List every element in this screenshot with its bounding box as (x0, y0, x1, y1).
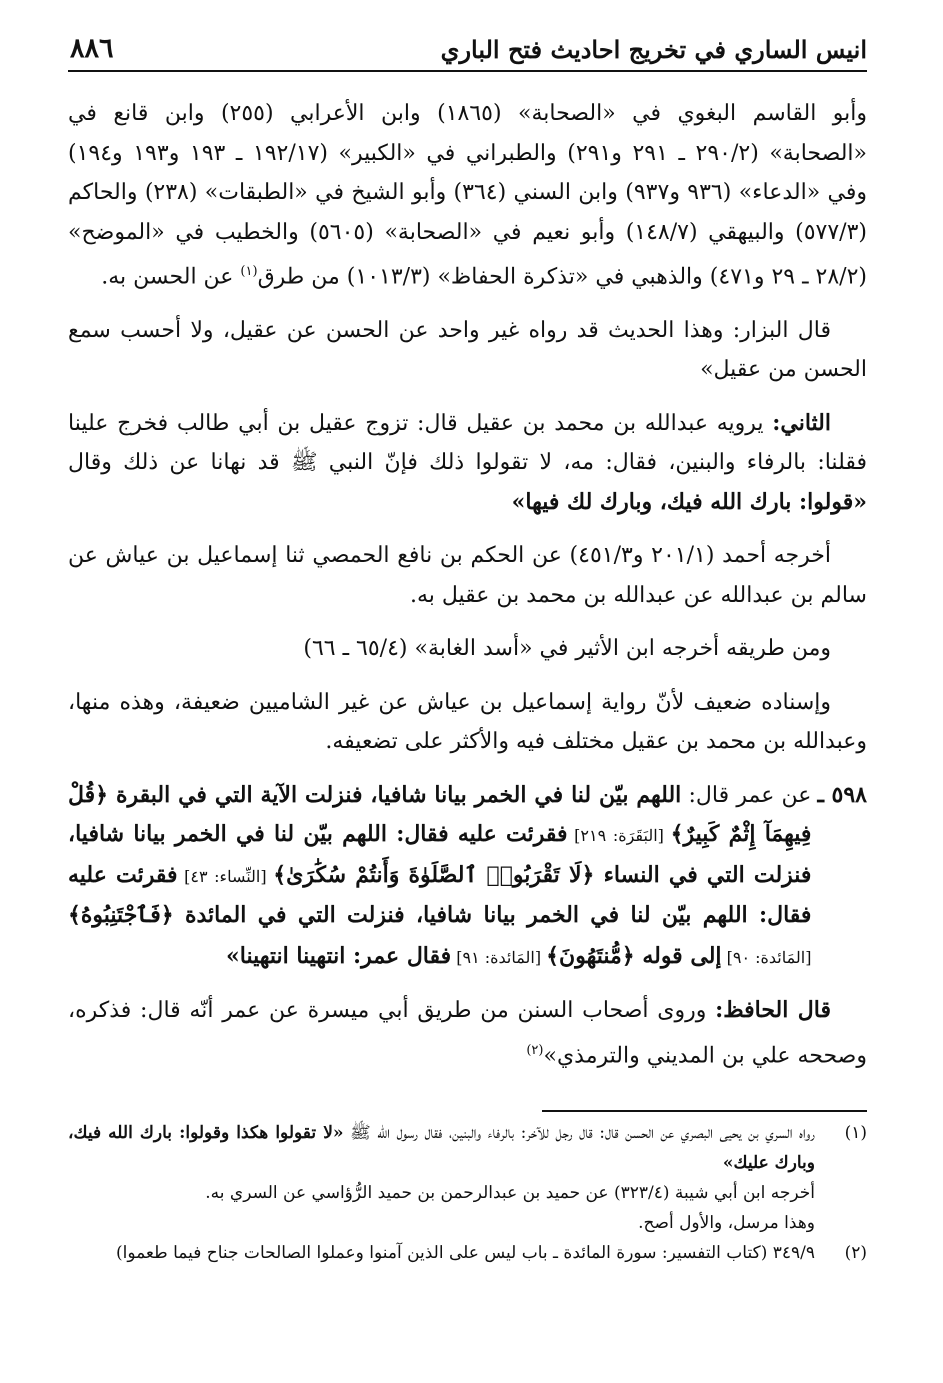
footnote-ref-1[interactable]: (١) (240, 264, 258, 279)
quran-ref-1: [البَقَرَة: ٢١٩] (567, 826, 671, 846)
footnote-1 (68, 1118, 867, 1178)
footnote-ref-2[interactable]: (٢) (526, 1042, 544, 1058)
section-label: قال الحافظ: (715, 997, 831, 1024)
footnote-2 (68, 1238, 867, 1268)
hadith-bold-3: فقرئت عليه فقال: اللهم بيّن لنا في الخمر بيانا شافيا، فنزلت التي في المائدة ﴿فَٱجْتَنِبُوهُ﴾ (68, 861, 812, 929)
section-label: الثاني: (772, 409, 831, 436)
hadith-text (68, 776, 811, 978)
footnote-1-line-3: وهذا مرسل، والأول أصح. (638, 1212, 815, 1233)
footnote-text (68, 1118, 815, 1178)
hadith-number: ٥٩٨ ـ (817, 781, 867, 808)
paragraph-hafiz (68, 991, 867, 1075)
footnotes (68, 1118, 867, 1268)
footnote-divider (542, 1110, 867, 1112)
page-number: ٨٨٦ (70, 33, 114, 64)
paragraph-text: يرويه عبدالله بن محمد بن عقيل قال: تزوج عقيل بن أبي طالب فخرج علينا فقلنا: بالرفاء والبنين، فقال: مه، لا تقولوا ذلك فإنّ النبي ﷺ قد نهانا عن ذلك وقال (68, 410, 867, 476)
hadith-bold-2: فقرئت عليه فقال: اللهم بيّن لنا في الخمر بيانا شافيا، فنزلت التي في النساء ﴿لَا تَقْرَبُوا۟ ٱلصَّلَوٰةَ وَأَنتُمْ سُكَٰرَىٰ﴾ (68, 821, 812, 888)
hadith-quote: «قولوا: بارك الله فيك، وبارك لك فيها» (511, 488, 867, 515)
paragraph-second-route (68, 404, 867, 523)
footnote-number: (١) (844, 1122, 867, 1143)
paragraph-ahmad: أخرجه أحمد (٢٠١/١ و٤٥١/٣) عن الحكم بن نافع الحمصي ثنا إسماعيل بن عياش عن سالم بن عبدالله عن عبدالله بن محمد بن عقيل به. (68, 543, 867, 608)
paragraph-isnad: وإسناده ضعيف لأنّ رواية إسماعيل بن عياش عن غير الشاميين ضعيفة، وهذه منها، وعبدالله بن محمد بن عقيل مختلف فيه والأكثر على تضعيفه. (68, 689, 867, 755)
page-header (68, 30, 867, 72)
quran-ref-3: [المَائدة: ٩٠] (721, 947, 812, 967)
hadith-bold-4: إلى قوله ﴿مُّنتَهُونَ﴾ (546, 942, 722, 969)
paragraph-bazzar: قال البزار: وهذا الحديث قد رواه غير واحد عن الحسن عن عقيل، ولا أحسب سمع الحسن من عقيل» (68, 317, 867, 383)
paragraph-takhrij (68, 94, 867, 297)
hadith-intro: عن عمر قال: (681, 782, 812, 808)
quran-ref-4: [المَائدة: ٩١] (451, 947, 547, 967)
hadith-bold-1: اللهم بيّن لنا في الخمر بيانا شافيا، فنزلت الآية التي في البقرة ﴿قُلْ فِيهِمَآ إِثْمٌ كَبِيرٌ﴾ (68, 781, 812, 848)
footnote-quote: «لا تقولوا هكذا وقولوا: بارك الله فيك، وبارك عليك» (68, 1122, 815, 1173)
hadith-598 (68, 776, 867, 978)
paragraph-text: وروى أصحاب السنن من طريق أبي ميسرة عن عمر أنّه قال: فذكره، وصححه علي بن المديني والترمذي» (68, 998, 867, 1069)
footnote-1-line-2: أخرجه ابن أبي شيبة (٣٢٣/٤) عن حميد بن عبدالرحمن بن حميد الرُّؤاسي عن السري به. (205, 1182, 815, 1203)
footnote-text: ٣٤٩/٩ (كتاب التفسير: سورة المائدة ـ باب ليس على الذين آمنوا وعملوا الصالحات جناح فيما طعموا) (115, 1242, 815, 1263)
footnote-number: (٢) (844, 1242, 867, 1263)
hadith-bold-5: فقال عمر: انتهينا انتهينا» (226, 942, 452, 969)
paragraph-ibn-athir: ومن طريقه أخرجه ابن الأثير في «أسد الغابة» (٦٥/٤ ـ ٦٦) (303, 636, 831, 662)
footnote-text-a: رواه السري بن يحيى البصري عن الحسن قال: قال رجل للآخر: بالرفاء والبنين، فقال رسول الله ﷺ (343, 1122, 815, 1143)
quran-ref-2: [النِّساء: ٤٣] (177, 866, 274, 886)
running-title: انيس الساري في تخريج احاديث فتح الباري (440, 35, 867, 64)
main-text (68, 94, 867, 1076)
paragraph-text-end: عن الحسن به. (101, 264, 241, 290)
paragraph-text: وأبو القاسم البغوي في «الصحابة» (١٨٦٥) وابن الأعرابي (٢٥٥) وابن قانع في «الصحابة» (٢٩٠/٢ ـ ٢٩١ و٢٩١) والطبراني في «الكبير» (١٩٢/١٧ ـ ١٩٣ و١٩٣ و١٩٤) وفي «الدعاء» (٩٣٦ و٩٣٧) وابن السني (٣٦٤) وأبو الشيخ في «الطبقات» (٢٣٨) والحاكم (٥٧٧/٣) والبيهقي (١٤٨/٧) وأبو نعيم في «الصحابة» (٥٦٠٥) والخطيب في «الموضح» (٢٨/٢ ـ ٢٩ و٤٧١) والذهبي في «تذكرة الحفاظ» (١٠١٣/٣) من طرق (68, 101, 868, 290)
